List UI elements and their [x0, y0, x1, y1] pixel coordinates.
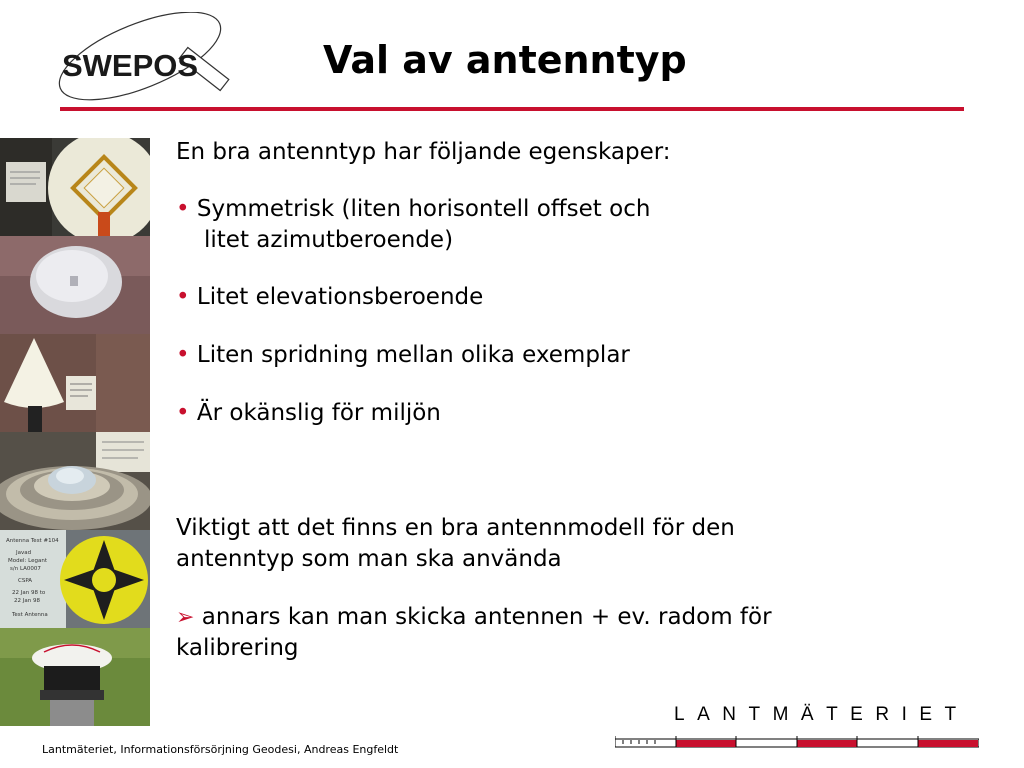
lantmateriet-scalebar-logo	[615, 735, 979, 754]
bullet-dot-icon: •	[176, 284, 190, 310]
photo-label-b: Javad	[16, 550, 32, 556]
bullet-dot-icon: •	[176, 342, 190, 368]
photo-label-h: Test Antenna	[12, 612, 48, 618]
arrow-item-text: annars kan man skicka antennen + ev. radom för	[201, 604, 772, 630]
antenna-dome-photo	[0, 236, 150, 334]
antenna-photo-strip	[0, 138, 150, 726]
paragraph-line-2: antenntyp som man ska använda	[176, 546, 562, 572]
slide-title: Val av antenntyp	[323, 38, 687, 82]
bullet-item-spread	[176, 340, 630, 371]
bullet-item-symmetric	[176, 194, 650, 225]
arrow-item	[176, 602, 772, 633]
bullet-dot-icon: •	[176, 196, 190, 222]
photo-label-a: Antenna Test #104	[6, 538, 59, 544]
bullet-dot-icon: •	[176, 400, 190, 426]
photo-label-e: CSPA	[18, 578, 33, 584]
footer-credit: Lantmäteriet, Informationsförsörjning Geodesi, Andreas Engfeldt	[42, 743, 399, 756]
antenna-yellow-patch-photo	[0, 530, 150, 628]
intro-text: En bra antenntyp har följande egenskaper:	[176, 139, 671, 165]
antenna-outdoor-mount-photo	[0, 628, 150, 726]
antenna-choke-rings-photo	[0, 432, 150, 530]
photo-label-d: s/n LA0007	[10, 566, 41, 572]
bullet-item-elevation	[176, 282, 483, 313]
photo-label-c: Model: Legant	[8, 558, 47, 564]
photo-label-f: 22 Jan 98 to	[12, 590, 46, 596]
bullet-text: Symmetrisk (liten horisontell offset och	[196, 196, 651, 222]
arrow-item-cont: kalibrering	[176, 635, 299, 661]
bullet-text: Är okänslig för miljön	[196, 400, 441, 426]
swepos-logo	[58, 12, 233, 104]
bullet-item-environment	[176, 398, 441, 429]
logo-wordmark: SWEPOS	[62, 48, 199, 83]
lantmateriet-wordmark: LANTMÄTERIET	[674, 704, 969, 725]
title-divider	[60, 107, 964, 111]
bullet-item-symmetric-cont: litet azimutberoende)	[204, 227, 454, 253]
bullet-text: Litet elevationsberoende	[196, 284, 484, 310]
antenna-choke-ring-photo	[0, 138, 150, 236]
bullet-text: Liten spridning mellan olika exemplar	[196, 342, 630, 368]
antenna-cone-radome-photo	[0, 334, 150, 432]
arrow-bullet-icon: ➢	[176, 605, 195, 630]
photo-label-g: 22 Jan 98	[14, 598, 40, 604]
paragraph-line-1: Viktigt att det finns en bra antennmodell för den	[176, 515, 735, 541]
